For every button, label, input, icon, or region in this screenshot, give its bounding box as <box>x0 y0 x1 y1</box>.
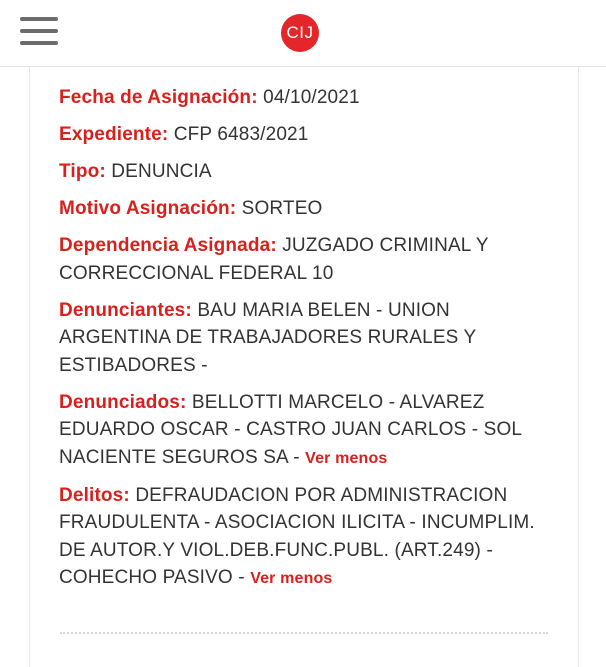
field-label: Expediente: <box>59 124 169 145</box>
field-value: BAU MARIA BELEN - UNION ARGENTINA DE TRABAJADORES RURALES Y ESTIBADORES - <box>59 299 477 376</box>
field-denunciados <box>59 389 549 473</box>
menu-bar <box>20 17 58 21</box>
hamburger-menu-icon[interactable] <box>20 17 58 45</box>
field-value: JUZGADO CRIMINAL Y CORRECCIONAL FEDERAL 10 <box>59 235 489 284</box>
field-denunciantes <box>59 297 549 380</box>
menu-bar <box>20 41 58 45</box>
expediente-details <box>59 84 549 602</box>
app-header <box>0 0 606 67</box>
field-value: SORTEO <box>241 198 323 219</box>
field-value: 04/10/2021 <box>263 87 360 108</box>
cij-logo[interactable]: CIJ <box>281 14 319 52</box>
field-label: Denunciantes: <box>59 299 192 321</box>
ver-menos-delitos-link[interactable]: Ver menos <box>250 570 333 587</box>
field-motivo-asignacion <box>59 195 549 223</box>
field-label: Fecha de Asignación: <box>59 87 258 108</box>
field-label: Dependencia Asignada: <box>59 235 277 256</box>
field-tipo <box>59 158 549 186</box>
field-delitos <box>59 482 549 593</box>
field-fecha-asignacion <box>59 84 549 112</box>
field-value: DENUNCIA <box>111 161 212 182</box>
field-value: DEFRAUDACION POR ADMINISTRACION FRAUDULENTA - ASOCIACION ILICITA - INCUMPLIM. DE AUTOR.Y VIOL.DEB.FUNC.PUBL. (ART.249) - COHECHO PASIVO - <box>59 484 535 588</box>
ver-menos-denunciados-link[interactable]: Ver menos <box>305 449 388 467</box>
field-value: BELLOTTI MARCELO - ALVAREZ EDUARDO OSCAR - CASTRO JUAN CARLOS - SOL NACIENTE SEGUROS SA - <box>59 391 522 468</box>
field-dependencia-asignada <box>59 232 549 287</box>
menu-bar <box>20 29 58 33</box>
dotted-divider <box>60 632 548 634</box>
field-expediente <box>59 121 549 149</box>
field-label: Tipo: <box>59 161 106 182</box>
field-label: Denunciados: <box>59 391 187 413</box>
field-label: Delitos: <box>59 484 130 506</box>
field-value: CFP 6483/2021 <box>173 124 309 145</box>
field-label: Motivo Asignación: <box>59 198 237 219</box>
